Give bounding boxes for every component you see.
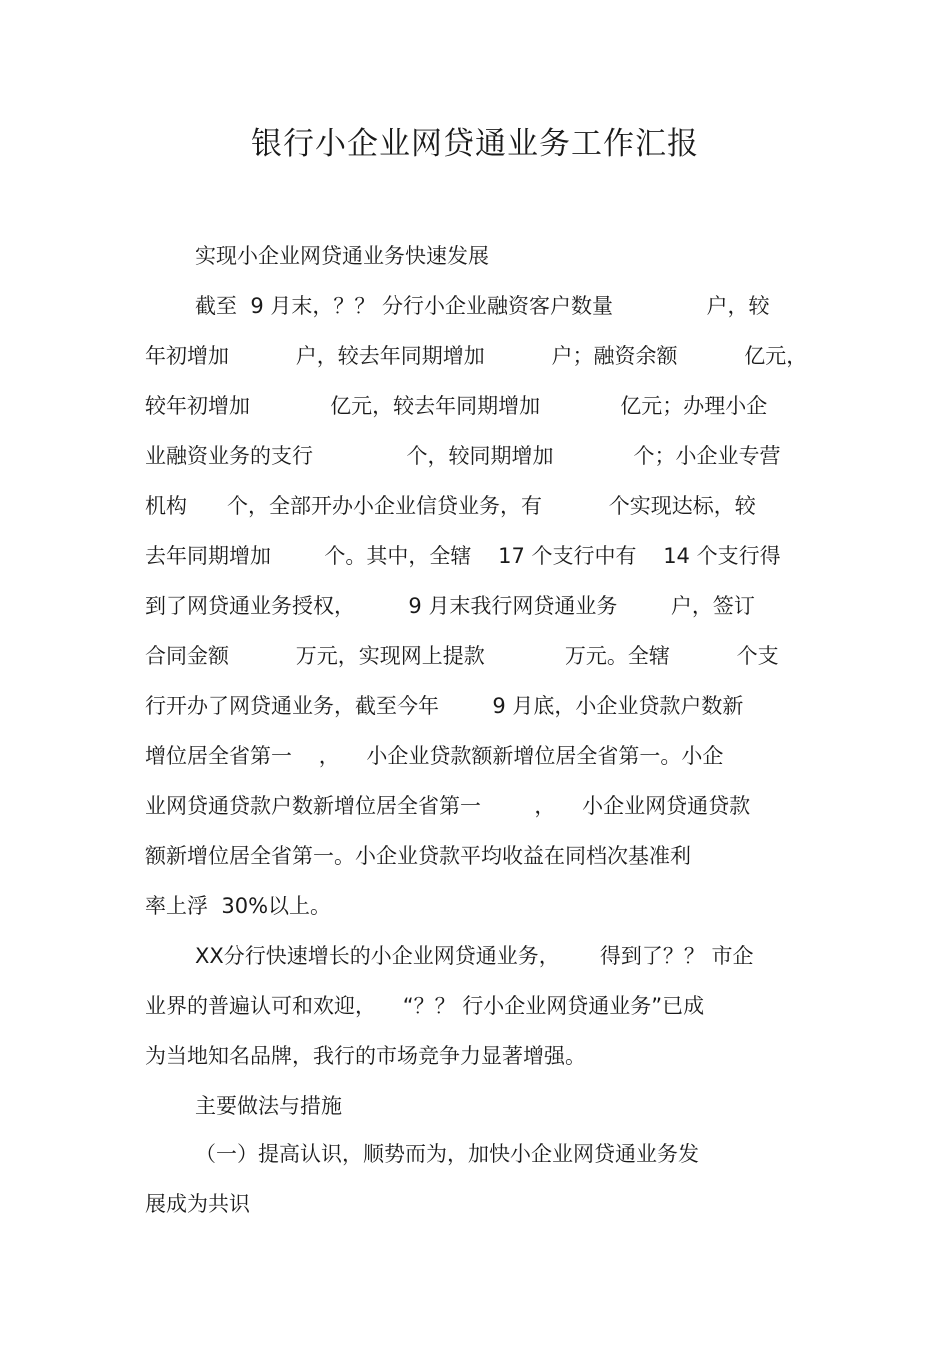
document-title: 银行小企业网贷通业务工作汇报 (251, 126, 699, 162)
section-heading: 主要做法与措施 (195, 1094, 342, 1118)
body-line: 到了网贷通业务授权， 9 月末我行网贷通业务 户，签订 (145, 594, 755, 618)
body-line: 增位居全省第一 ， 小企业贷款额新增位居全省第一。小企 (145, 744, 724, 768)
body-line: 业界的普遍认可和欢迎， “？？ 行小企业网贷通业务”已成 (145, 994, 705, 1018)
body-line: 较年初增加 亿元，较去年同期增加 亿元；办理小企 (145, 394, 768, 418)
body-line: 为当地知名品牌，我行的市场竞争力显著增强。 (145, 1044, 586, 1068)
body-line: 率上浮 30%以上。 (145, 894, 332, 918)
section-heading: 实现小企业网贷通业务快速发展 (195, 244, 489, 268)
body-line: 年初增加 户，较去年同期增加 户；融资余额 亿元， (145, 344, 808, 368)
body-line: 额新增位居全省第一。小企业贷款平均收益在同档次基准利 (145, 844, 691, 868)
body-line: 行开办了网贷通业务，截至今年 9 月底，小企业贷款户数新 (145, 694, 744, 718)
body-line: 机构 个，全部开办小企业信贷业务，有 个实现达标，较 (145, 494, 756, 518)
body-line: 合同金额 万元，实现网上提款 万元。全辖 个支 (145, 644, 779, 668)
body-line: 业融资业务的支行 个，较同期增加 个；小企业专营 (145, 444, 781, 468)
body-line: 去年同期增加 个。其中，全辖 17 个支行中有 14 个支行得 (145, 544, 781, 568)
body-line: 截至 9 月末，？？ 分行小企业融资客户数量 户，较 (195, 294, 770, 318)
body-line: 业网贷通贷款户数新增位居全省第一 ， 小企业网贷通贷款 (145, 794, 751, 818)
subsection-heading: （一）提高认识，顺势而为，加快小企业网贷通业务发 (195, 1142, 699, 1166)
subsection-heading-continued: 展成为共识 (145, 1192, 250, 1216)
body-line: XX分行快速增长的小企业网贷通业务， 得到了？？ 市企 (195, 944, 754, 968)
